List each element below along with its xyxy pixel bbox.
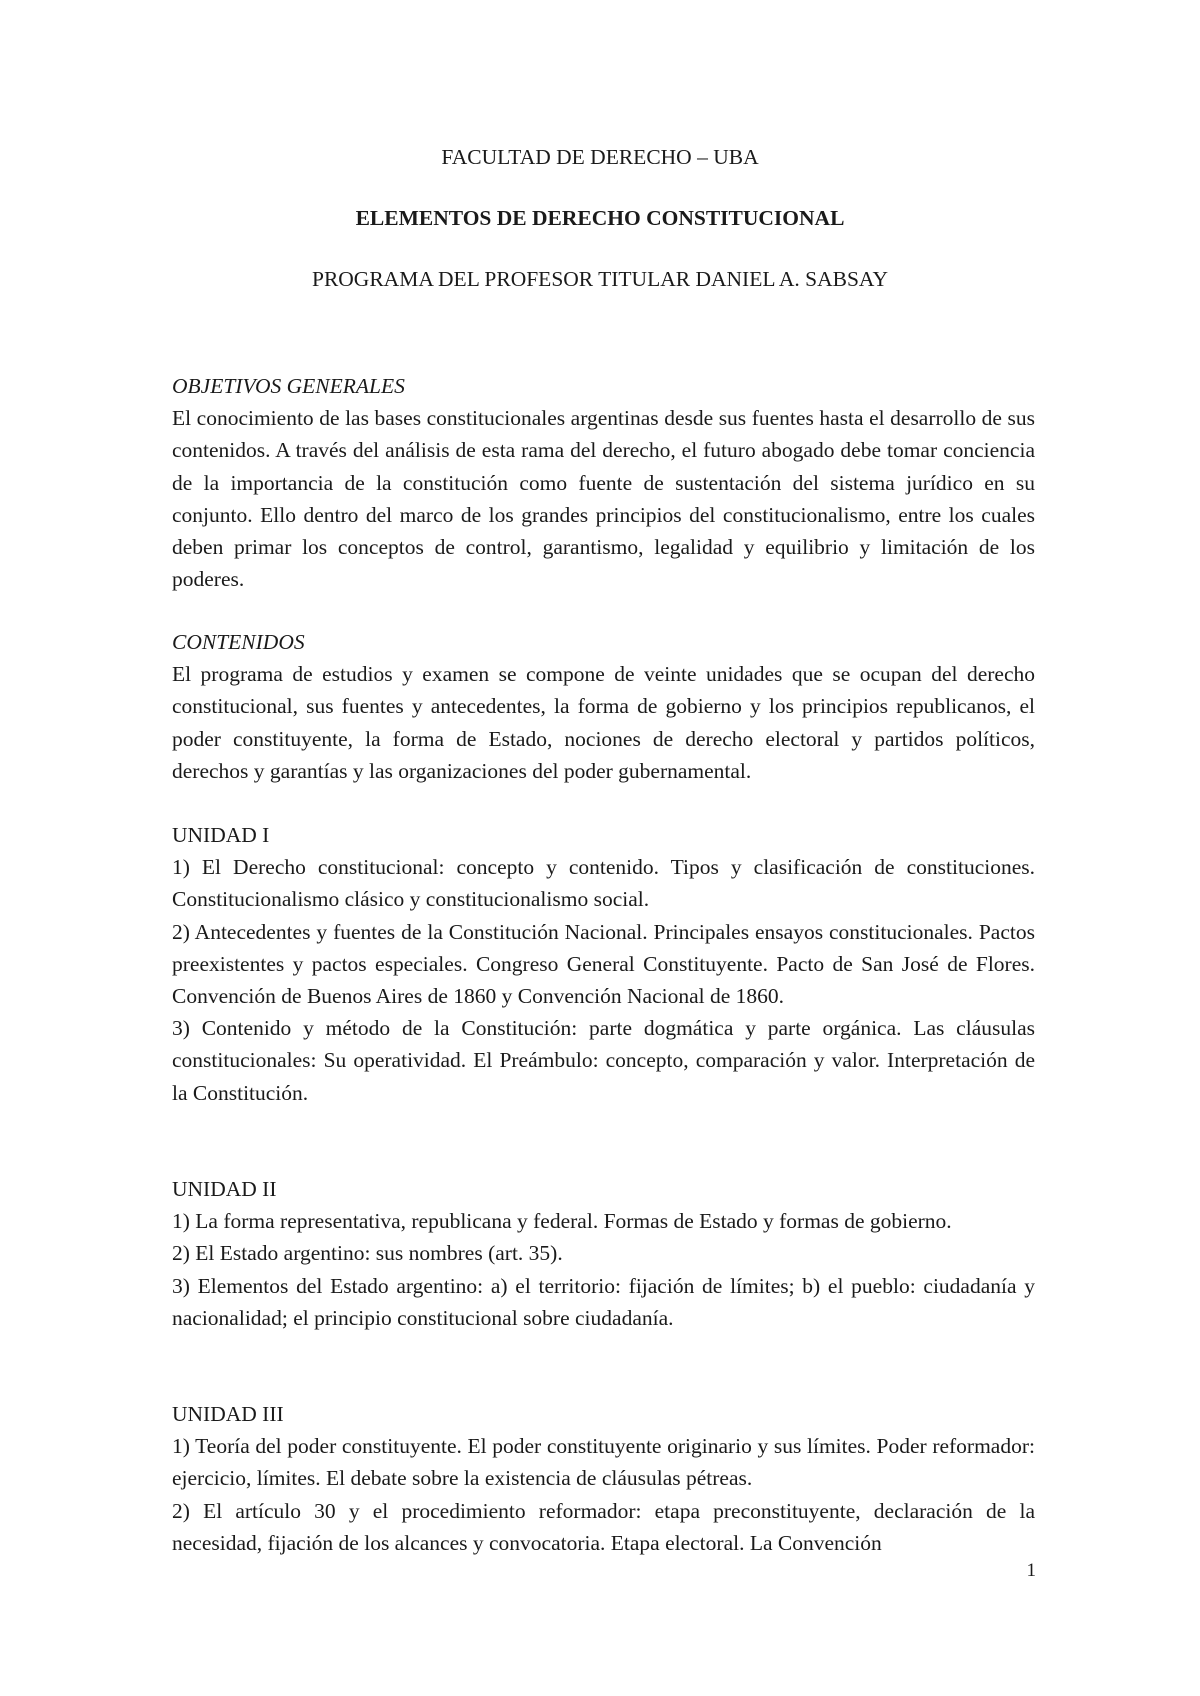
objetivos-heading: OBJETIVOS GENERALES [172, 374, 405, 398]
unidad-i-heading: UNIDAD I [172, 823, 270, 847]
objetivos-section [172, 370, 1035, 595]
unidad-ii-section [172, 1173, 1035, 1334]
unidad-iii-item-2: 2) El artículo 30 y el procedimiento reformador: etapa preconstituyente, declaración de la necesidad, fijación de los alcances y convocatoria. Etapa electoral. La Convención [172, 1498, 1035, 1555]
unidad-i-item-3: 3) Contenido y método de la Constitución: parte dogmática y parte orgánica. Las cláusulas constitucionales: Su operatividad. El Preámbulo: concepto, comparación y valor. Interpretación de la Constitución. [172, 1016, 1035, 1105]
unidad-iii-section [172, 1398, 1035, 1559]
contenidos-section [172, 626, 1035, 787]
objetivos-text: El conocimiento de las bases constitucionales argentinas desde sus fuentes hasta el desarrollo de sus contenidos. A través del análisis de esta rama del derecho, el futuro abogado debe tomar conciencia de la importancia de la constitución como fuente de sustentación del sistema jurídico en su conjunto. Ello dentro del marco de los grandes principios del constitucionalismo, entre los cuales deben primar los conceptos de control, garantismo, legalidad y equilibrio y limitación de los poderes. [172, 406, 1035, 592]
unidad-ii-item-2: 2) El Estado argentino: sus nombres (art. 35). [172, 1241, 563, 1266]
course-title: ELEMENTOS DE DERECHO CONSTITUCIONAL [355, 206, 845, 230]
unidad-ii-item-3: 3) Elementos del Estado argentino: a) el territorio: fijación de límites; b) el pueblo: ciudadanía y nacionalidad; el principio constitucional sobre ciudadanía. [172, 1273, 1035, 1330]
unidad-iii-heading: UNIDAD III [172, 1402, 284, 1426]
contenidos-heading: CONTENIDOS [172, 630, 305, 654]
unidad-i-item-2: 2) Antecedentes y fuentes de la Constitución Nacional. Principales ensayos constitucionales. Pactos preexistentes y pactos especiales. Congreso General Constituyente. Pacto de San José de Flores. Convención de Buenos Aires de 1860 y Convención Nacional de 1860. [172, 919, 1035, 1009]
institution-title: FACULTAD DE DERECHO – UBA [441, 145, 759, 169]
unidad-ii-heading: UNIDAD II [172, 1177, 277, 1201]
unidad-i-section [172, 819, 1035, 1109]
unidad-ii-item-1: 1) La forma representativa, republicana y federal. Formas de Estado y formas de gobierno. [172, 1209, 952, 1234]
unidad-iii-item-1: 1) Teoría del poder constituyente. El poder constituyente originario y sus límites. Poder reformador: ejercicio, límites. El debate sobre la existencia de cláusulas pétreas. [172, 1434, 1035, 1491]
unidad-i-item-1: 1) El Derecho constitucional: concepto y contenido. Tipos y clasificación de constituciones. Constitucionalismo clásico y constitucionalismo social. [172, 855, 1035, 912]
contenidos-text: El programa de estudios y examen se compone de veinte unidades que se ocupan del derecho constitucional, sus fuentes y antecedentes, la forma de gobierno y los principios republicanos, el poder constituyente, la forma de Estado, nociones de derecho electoral y partidos políticos, derechos y garantías y las organizaciones del poder gubernamental. [172, 662, 1035, 783]
page-number: 1 [1026, 1560, 1036, 1581]
program-title: PROGRAMA DEL PROFESOR TITULAR DANIEL A. SABSAY [311, 267, 888, 291]
